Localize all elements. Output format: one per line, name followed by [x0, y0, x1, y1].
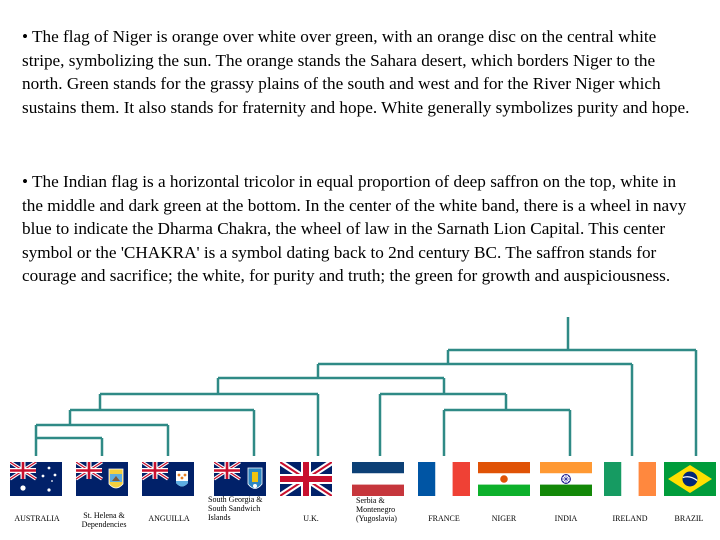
flag-label-uk: U.K.: [303, 514, 319, 523]
france-flag-icon: [418, 462, 470, 496]
south-georgia-flag-icon: [214, 462, 266, 496]
flag-label-brazil: BRAZIL: [674, 514, 704, 523]
india-flag-paragraph: • The Indian flag is a horizontal tricolor in equal proportion of deep saffron on the top, white in the middle and dark green at the bottom. In the center of the white band, there is a wheel in navy blue to indicate the Dharma Chakra, the wheel of law in the Sarnath Lion Capital. This center symbol or the 'CHAKRA' is a symbol dating back to 2nd century BC. The saffron stands for courage and sacrifice; the white, for purity and truth; the green for growth and auspiciousness.: [22, 172, 687, 286]
flag-label-ireland: IRELAND: [612, 514, 648, 523]
flag-label-anguilla: ANGUILLA: [148, 514, 190, 523]
flag-label-st-helena: St. Helena & Dependencies: [81, 511, 127, 529]
flag-label-south-georgia: South Georgia & South Sandwich Islands: [208, 495, 263, 522]
niger-flag-icon: [478, 462, 530, 496]
flag-label-india: INDIA: [554, 514, 578, 523]
australia-flag-icon: [10, 462, 62, 496]
serbia-montenegro-flag-icon: [352, 462, 404, 496]
flag-label-niger: NIGER: [491, 514, 517, 523]
india-flag-icon: [540, 462, 592, 496]
flag-label-france: FRANCE: [428, 514, 460, 523]
uk-flag-icon: [280, 462, 332, 496]
brazil-flag-icon: [664, 462, 716, 496]
niger-flag-paragraph: • The flag of Niger is orange over white over green, with an orange disc on the central white stripe, symbolizing the sun. The orange stands the Sahara desert, which borders Niger to the north. Green stands for the grassy plains of the south and west and for the River Niger which sustains them. It also stands for fraternity and hope. White generally symbolizes purity and hope.: [22, 27, 690, 117]
flag-label-australia: AUSTRALIA: [14, 514, 60, 523]
st-helena-flag-icon: [76, 462, 128, 496]
anguilla-flag-icon: [142, 462, 194, 496]
tree-branches: [36, 317, 696, 456]
flag-label-serbia-montenegro: Serbia & Montenegro (Yugoslavia): [356, 496, 397, 523]
ireland-flag-icon: [604, 462, 656, 496]
